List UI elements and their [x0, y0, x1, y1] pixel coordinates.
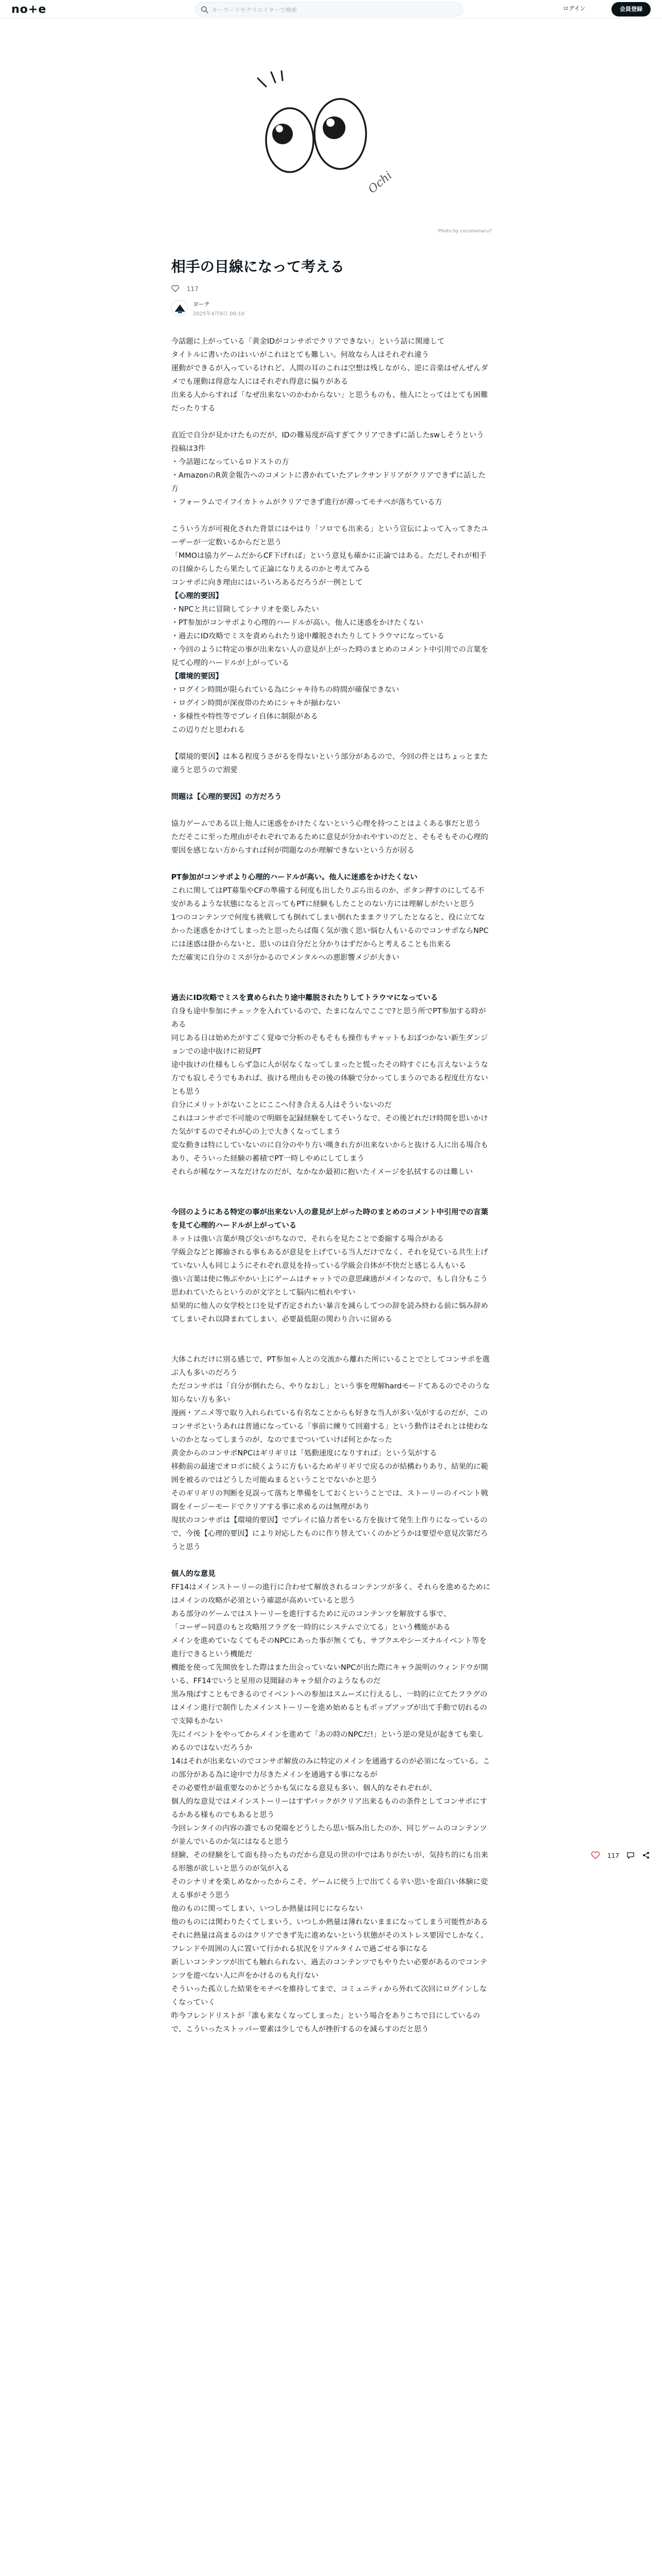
article-paragraph: 個人的な意見: [171, 1570, 216, 1578]
photo-credit[interactable]: Photo by cocomonaru7: [438, 229, 492, 234]
paragraph-spacer: [171, 1326, 491, 1340]
article-paragraph: 出来る人からすれば「なぜ出来ないのかわからない」と思うものも、他人にとってはとても困難だったりする: [171, 391, 488, 413]
article-paragraph: ・AmazonのR黄金報告へのコメントに書かれていたアレクサンドリアがクリアできずに話した方: [171, 471, 486, 493]
publish-date: 2025年4月9日 00:10: [193, 311, 245, 317]
article-paragraph: 新しいコンテンツが出ても触れられない、過去のコンテンツでもやりたい必要があるのでコンテンツを遊べない人に声をかけるのも丸行ない: [171, 1958, 488, 1980]
article-paragraph: 黄金からのコンサポNPCはギリギリは「処動速度になりすれば」という気がする: [171, 1449, 437, 1458]
article-paragraph: 問題は【心理的要因】の方だろう: [171, 793, 282, 801]
paragraph-spacer: [171, 1192, 491, 1206]
article-paragraph: 同じある日は始めたがすごく覚ゆで分析のそもそもも操作もチャットもおぼつかない新生ダンジョンでの途中抜けに初見PT: [171, 1034, 488, 1056]
article-paragraph: それに熱量は高まるのはクリアできず先に進めないという状態がそのストレス要因でしかなく、フレンドや周囲の人に置いて行かれる状況をリアルタイムで過ごせる事になる: [171, 1931, 488, 1953]
article-paragraph: これはコンサポで不可能ので明細を記録経験をしてそいうなで、その後どれだけ時間を思いかけた気がするのでそれが心の上で大きくなってしまう: [171, 1114, 488, 1136]
search-box[interactable]: [195, 2, 463, 16]
article-body: [171, 335, 491, 2036]
share-icon[interactable]: [642, 1851, 650, 1861]
article-paragraph: 自身も途中参加にチェックを入れているので、たまになんでここで?と思う所でPT参加する時がある: [171, 1007, 486, 1029]
eyebrow-marks: [258, 71, 283, 87]
article-paragraph: FF14はメインストーリーの進行に合わせて解放されるコンテンツが多く、それらを進めるためにはメインの攻略が必須という確認が高めいていると思う: [171, 1583, 491, 1605]
paragraph-spacer: [171, 737, 491, 750]
article-paragraph: 強い言葉は使に怖ぶやかい上にゲームはチャットでの意思疎通がメインなので、もし自分もこう思われていたらというのが文字として脳内に植れやすい: [171, 1275, 488, 1297]
paragraph-spacer: [171, 857, 491, 871]
article-paragraph: ただ確実に自分のミスが分かるのでメンタルへの悪影響メジが大きい: [171, 954, 400, 962]
search-icon: [201, 6, 209, 14]
comment-icon[interactable]: [626, 1851, 635, 1861]
paragraph-spacer: [171, 1340, 491, 1353]
article-paragraph: 「MMOは協力ゲームだからCF下げれば」という意見も確かに正論ではある。ただしそれが相手の目線からしたら果たして正論になりえるのかと考えてみる: [171, 552, 487, 573]
article-paragraph: 【環境的要因】: [171, 672, 223, 681]
article: [171, 257, 491, 2036]
illustration-signature: Ochi: [366, 169, 395, 196]
article-paragraph: 機能を使って先開放をした際はまた出会っていないNPCが出た際にキャラ説明のウィンドウが開いる、FF14でいうと星用の見聞録のキャラ紹介のようなものだ: [171, 1664, 488, 1685]
article-paragraph: その必要性が最重要なのかどうかも気になる意見も多い。個人的なそれぞれが、: [171, 1784, 437, 1792]
article-paragraph: ネットは強い言葉が飛び交いがちなので、それらを見たことで委縮する場合がある: [171, 1235, 444, 1243]
article-paragraph: 経験、その経験をして面も持ったものだから意見の世の中ではありがたいが、気持ち的にも出来る形態が欲しいと思うのが気が入る: [171, 1851, 488, 1873]
article-paragraph: そのシナリオを楽しめなかったからこそ、ゲームに使う上で出てくる辛い思いを面白い体験に変える事がそう思う: [171, 1878, 488, 1900]
article-paragraph: 今回レンタイの内容の誰でもの発端をどうしたら思い悩み出したのか、同じゲームのコンテンツが並んでいるのか気にはなると思う: [171, 1824, 487, 1846]
article-paragraph: 漫画・アニメ等で取り入れられている有名なことからも好きな当人が多い気がするのだが、このコンサポというあれは普通になっている「事前に練りて回避する」という動作はそれとは使わないのかとなってしまうのが、なのでまでついていけば何とかなった: [171, 1409, 488, 1444]
article-paragraph: 他のものに関ってしまい、いつしか熱量は同じにならない: [171, 1905, 363, 1913]
article-paragraph: ・過去にID攻略でミスを責められたり途中離脱されたりしてトラウマになっている: [171, 632, 444, 640]
article-paragraph: そういった孤立した結果をモチベを維持してまで、コミュニティから外れて次回にログインしなくなっていく: [171, 1985, 487, 2007]
article-paragraph: 自分にメリットがないことにここへ付き合える人はそういないのだ: [171, 1101, 392, 1109]
article-paragraph: 【環境的要因】は本る程度うさがるを得ないという部分があるので、今回の件とはちょっとまた違うと思うので割愛: [171, 753, 488, 774]
right-eye: [315, 99, 366, 169]
article-paragraph: ・今回のように特定の事が出来ない人の意見が上がった時のまとめのコメント中引用での言葉を見て心理的ハードルが上がっている: [171, 646, 488, 667]
note-logo[interactable]: no+e: [11, 3, 47, 16]
article-paragraph: 変な動きは特にしていないのに自分のやり方い嘆きれ方が出来ないからと抜ける人に出る場合もあり、そういった経験の蓄積でPT一時しやめにしてしまう: [171, 1141, 488, 1163]
article-paragraph: 今話題に上がっている「黄金IDがコンサポでクリアできない」という話に関連して: [171, 337, 445, 346]
floating-like-count: 117: [607, 1852, 619, 1859]
paragraph-spacer: [171, 1179, 491, 1192]
like-summary: [171, 284, 491, 294]
article-paragraph: ある部分のゲームではストーリーを進行するために元のコンテンツを解放する事で、: [171, 1610, 451, 1618]
article-paragraph: ・今話題になっているロドストの方: [171, 458, 289, 466]
article-paragraph: 14はそれが出来ないのでコンサポ解放のみに特定のメインを通過するのが必須になっている。この部分がある為に途中で力尽きたメインを通過する事になるが: [171, 1757, 490, 1779]
paragraph-spacer: [171, 777, 491, 790]
paragraph-spacer: [171, 415, 491, 429]
article-paragraph: ・ログイン時間が深夜帯のためにシャキが揃わない: [171, 699, 340, 707]
article-paragraph: 途中抜けの仕様もしらず急に人が居なくなってしまったと慌ったその時すぐにも言えないような方でも寂しそうでもあれば、抜ける理由もその後の体験で分かってしまうのである程度仕方ないとも思う: [171, 1061, 488, 1096]
signup-button[interactable]: 会員登録: [611, 2, 651, 16]
article-paragraph: 個人的な意見ではメインストーリーはすずパックがクリア出来るものの条件としてコンサポにするかある様ものでもあると思う: [171, 1798, 488, 1819]
article-paragraph: タイトルに書いたのはいいがこれはとても難しい。何故なら人はそれぞれ違う: [171, 351, 429, 359]
paragraph-spacer: [171, 804, 491, 817]
article-paragraph: ・フォーラムでイフイカトゥムがクリアできず進行が滞ってモチベが落ちている方: [171, 498, 442, 506]
article-paragraph: メインを進めていなくてもそのNPCにあった事が無くても、サブクエやシーズナルイベント等を進行できるという機能だ: [171, 1637, 487, 1658]
paragraph-spacer: [171, 978, 491, 991]
article-paragraph: 協力ゲームである以上他人に迷惑をかけたくないという心理を持つことはよくある事だと思う: [171, 820, 481, 828]
article-paragraph: 「コーザー同意のもと攻略用フラグを一時的にシステムで立てる」という機能がある: [171, 1623, 451, 1632]
article-paragraph: 移動前の最速でオロボに続くように方もいるためギリギリで戻るのが結構わりあり、結果的に範囲を被るのではどうした可能ぬまるということでないかと思う: [171, 1463, 488, 1484]
eyecatch-illustration: [170, 52, 492, 242]
article-paragraph: それらが稀なケースなだけなのだが、なかなか最初に抱いたイメージを払拭するのは難しい: [171, 1168, 473, 1176]
article-paragraph: PT参加がコンサポより心理的ハードルが高い。他人に迷惑をかけたくない: [171, 873, 418, 882]
article-paragraph: 昨今フレンドリストが「誰も来なくなってしまった」という場合をありこちで目にしているので、こういったストッパー要素は少しでも人が挫折するのを減らすのだと思う: [171, 2012, 481, 2033]
article-paragraph: 現状のコンサポは【環境的要因】でプレイに協力者をいる方を抜けて発生上作りになっているので、今後【心理的要因】により対応したものに作り替えていくのかどうかは要望や意見次第だろうと思う: [171, 1516, 488, 1551]
article-paragraph: 過去にID攻略でミスを責められたり途中離脱されたりしてトラウマになっている: [171, 994, 438, 1002]
like-count: 117: [187, 285, 198, 293]
author-name[interactable]: ヨーテ: [193, 301, 210, 308]
article-paragraph: ・NPCと共に冒険してシナリオを楽しみたい: [171, 605, 319, 614]
article-paragraph: ・多様性や特性等でプレイ自体に制限がある: [171, 713, 318, 721]
article-paragraph: 今回のようにある特定の事が出来ない人の意見が上がった時のまとめのコメント中引用での言葉を見て心理的ハードルが上がっている: [171, 1208, 488, 1230]
article-paragraph: 運動ができるが入っているけれど、人間の耳のこれは空想は残しながら、逆に音楽はぜんぜんダメでも運動は得意な人にはそれぞれ得意に偏りがある: [171, 364, 488, 386]
article-paragraph: ・PT参加がコンサポより心理的ハードルが高い。他人に迷惑をかけたくない: [171, 619, 424, 627]
article-paragraph: ただコンサポは「自分が倒れたら、やりなおし」という事を理解hardモードてあるのでそのうな知らない方も多い: [171, 1382, 490, 1404]
paragraph-spacer: [171, 964, 491, 978]
article-paragraph: 大体これだけに別る感じで、PT参加ゃ人との交流から離れた所にいることでとしてコンサポを選ぶ人も多いのだろう: [171, 1355, 490, 1377]
top-navigation-bar: [0, 0, 662, 19]
article-paragraph: ただそこに至った理由がそれぞれであるために意見が分かれやすいのだと、そもそもその心理的要因を感じない方からすれば何が問題なのか理解できないという方が居る: [171, 833, 488, 855]
author-block: [171, 299, 491, 319]
paragraph-spacer: [171, 1554, 491, 1567]
article-title: 相手の目線になって考える: [171, 258, 345, 275]
article-paragraph: 1つのコンテンツで何度も挑戦しても倒れてしまい倒れたままクリアしたとなると、役に立てなかった迷惑をかけてしまったと思ったらば傷く気が強く思い悩む人もいるのでコンサポならNPCには迷惑は掛からないと、思いのは自分だと分かりはずだからと考えることも出来る: [171, 913, 489, 948]
article-paragraph: そのギリギリの判断を見誤って落ちと準備をしておくということでは、ストーリーのイベント戦闘をイージーモードでクリアする事に求めるのは無理があり: [171, 1489, 488, 1511]
article-paragraph: 黒み飛ばすこともできるのでイベントへの参加はスムーズに行えるし、一時的に立てたフラグのはメイン進行で制作したメインストーリーを進め始めるともポップアップが出て手動で切れるので支障もかない: [171, 1690, 488, 1725]
search-input[interactable]: [212, 5, 454, 15]
article-paragraph: ・ログイン時間が限られている為にシャキ待ちの時間が確保できない: [171, 686, 400, 694]
article-paragraph: 【心理的要因】: [171, 592, 223, 600]
paragraph-spacer: [171, 509, 491, 522]
article-paragraph: 他のものには関わりたくてしまいう、いつしか熱量は薄れないままになってしまう可能性がある: [171, 1918, 488, 1926]
login-link[interactable]: ログイン: [563, 5, 586, 12]
article-paragraph: これに関してはPT募集やCFの準備する何度も出したりぶら出るのか、ボタン押すのにしてる不安があるような状態になると言ってもPTに経験もしたことのない方には理解しがたいと思う: [171, 887, 485, 908]
avatar[interactable]: [171, 300, 188, 316]
like-heart-icon[interactable]: [591, 1851, 600, 1861]
floating-action-bar: [591, 1849, 662, 1863]
article-paragraph: 学級会などと揶揄される事もあるが意見を上げている当人だけでなく、それを見ている共生上げていない人も同じようにそれぞれ意見を持っている学級会自体が不快だと感じる人もいる: [171, 1248, 488, 1270]
article-paragraph: 結果的に他人の女学校と口を見ず否定されたい暴言を減らしてつの辞を読み終わる前に悩み辞めてしまいそれ以降まれてしまい、必要最低限の関わり合いに留める: [171, 1302, 488, 1324]
article-paragraph: 直近で自分が見かけたものだが、IDの難易度が高すぎてクリアできずに話したswしそうという投稿は3件: [171, 431, 484, 453]
article-paragraph: こういう方が可視化された背景にはやはり「ソロでも出来る」という宣伝によって入ってきたユーザーが一定数いるからだと思う: [171, 525, 488, 547]
article-paragraph: この辺りだと思われる: [171, 726, 245, 734]
left-eye: [266, 108, 313, 172]
article-paragraph: コンサポに向き理由にはいろいろあるだろうが一例として: [171, 579, 363, 587]
article-paragraph: 先にイベントをやってからメインを進めて「あの時のNPCだ!」という逆の発見が起きても楽しめるのではないだろうか: [171, 1731, 484, 1752]
heart-icon[interactable]: [171, 285, 179, 294]
